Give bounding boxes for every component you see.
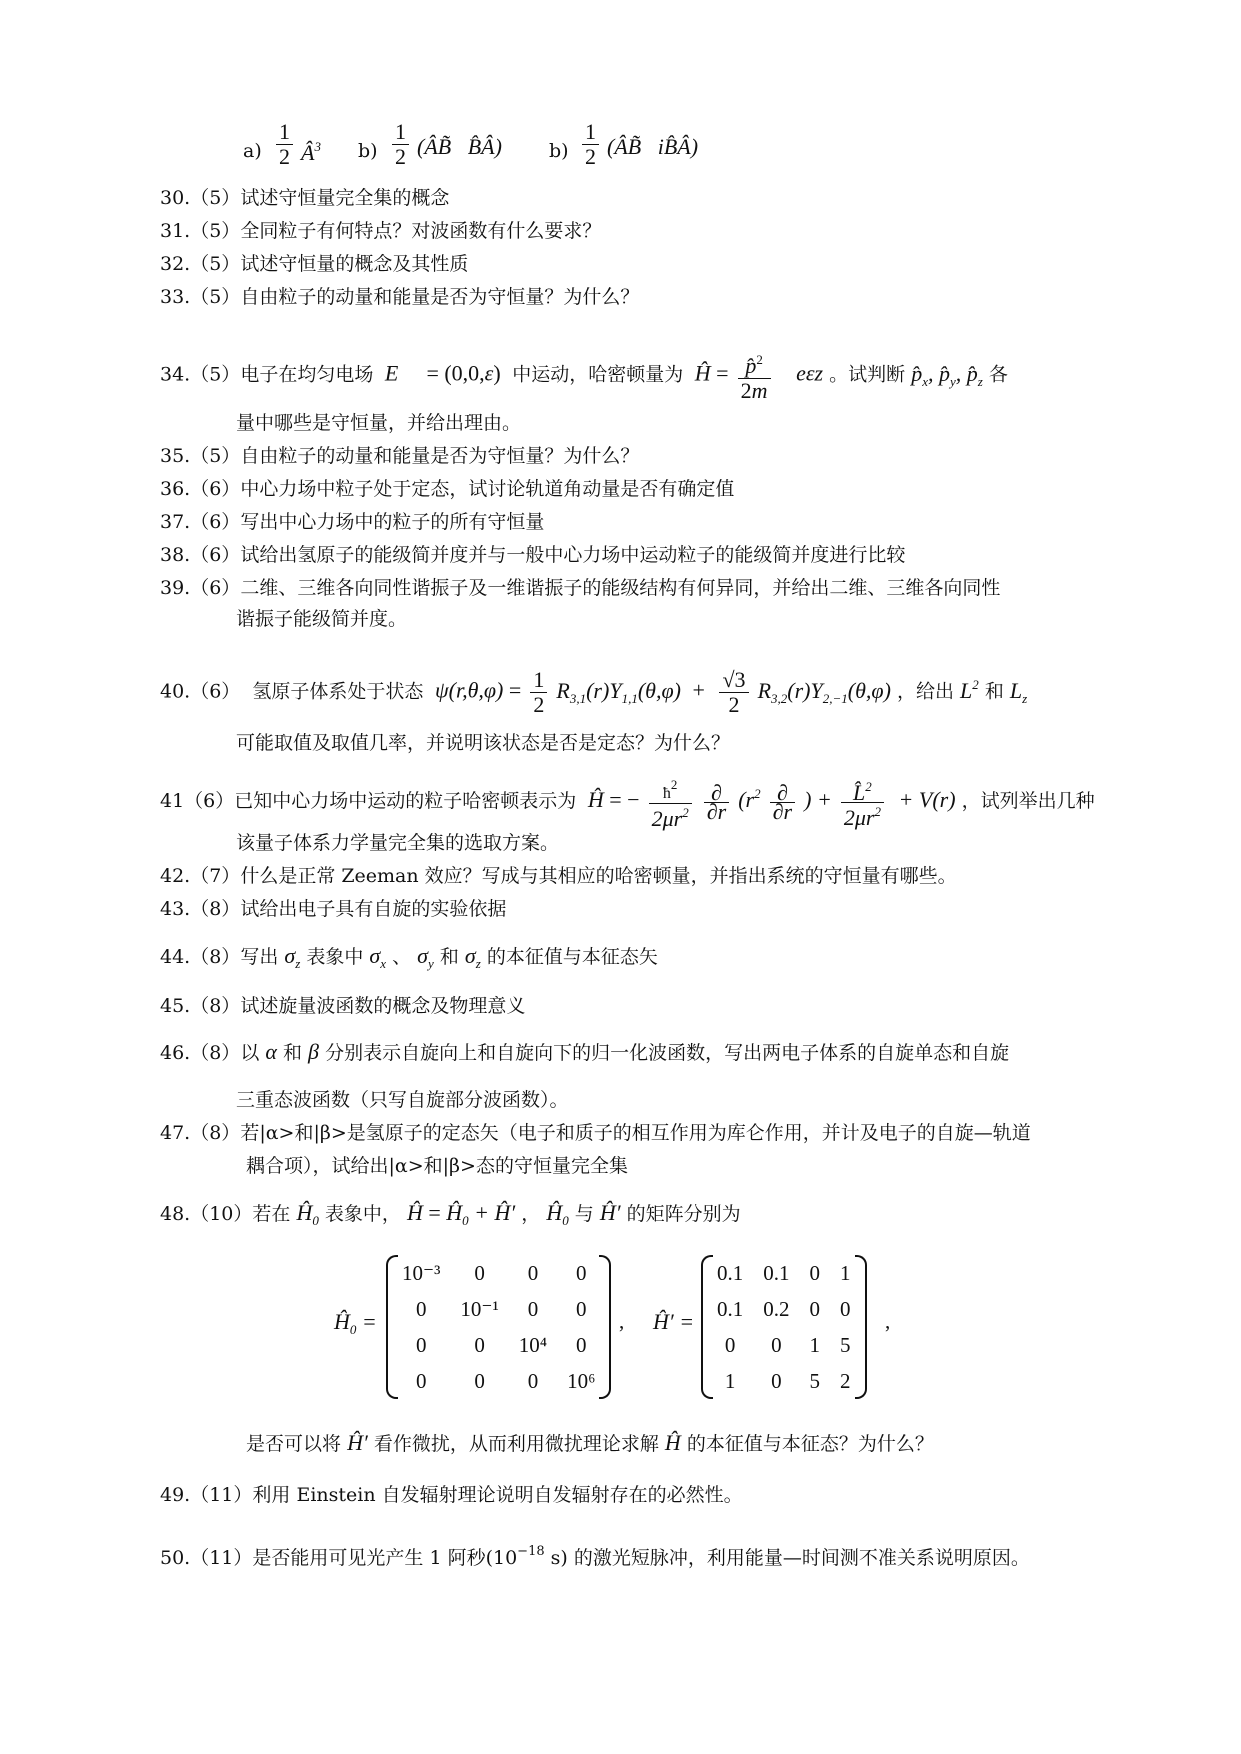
question-31: 31.（5）全同粒子有何特点？对波函数有什么要求？	[160, 220, 602, 242]
matrix-h0-cell: 0	[474, 1260, 485, 1285]
equation-41: Ĥ	[582, 787, 610, 812]
equation-34-fraction: $\frac{p̂^2}{2m}$	[738, 348, 771, 403]
question-47-cont: 耦合项），试给出|α>和|β>态的守恒量完全集	[246, 1155, 628, 1177]
matrix-h0-cell: 0	[415, 1296, 427, 1321]
matrix-hprime-cell: 0.1	[763, 1260, 790, 1285]
question-40: 40.（6） 氢原子体系处于状态 ψ(r,θ,φ) = $\frac{1}{2}$ $R_{3,1}(r)Y_{1,1}(\theta,\varphi)$ + $\frac{√3}{2}$ $R_{3,2}(r)Y_{2,-1}(\theta,\varphi)$ ，给出 $L^2$ 和 $L_z$	[160, 667, 1028, 717]
question-36: 36.（6）中心力场中粒子处于定态，试讨论轨道角动量是否有确定值	[160, 478, 735, 500]
question-46: 46.（8）以 α 和 β 分别表示自旋向上和自旋向下的归一化波函数，写出两电子体系的自旋单态和自旋	[160, 1039, 1010, 1064]
option-c-fraction: $\frac{1}{2}$	[582, 120, 599, 169]
matrix-hprime-cell: 5	[840, 1332, 851, 1357]
question-44: 44.（8）写出 $\sigma_z$ 表象中 $\sigma_x$ 、 $\sigma_y$ 和 $\sigma_z$ 的本征值与本征态矢	[160, 943, 658, 971]
matrix-h0-cell: 0	[527, 1260, 539, 1285]
question-34: 34.（5）电子在均匀电场 E⃗ = (0,0,ε) 中运动，哈密顿量为 Ĥ = $\frac{p̂^2}{2m}$ eεz 。试判断 $p̂_x$, $p̂_y$, $p̂_z$ 各	[160, 348, 1008, 403]
matrix-hprime-cell: 0	[771, 1332, 782, 1357]
matrix-hprime-cell: 0	[809, 1260, 820, 1285]
matrix-h0-cell: 10⁻¹	[460, 1296, 499, 1321]
matrix-hprime-cell: 0	[771, 1368, 782, 1393]
matrix-h0-cell: 0	[527, 1296, 539, 1321]
matrix-h0: $Ĥ_0$ = 10⁻³ 0 0 0 0 10⁻¹ 0 0 0 0 10⁴ 0 0 0 0 10⁶ ,	[334, 1255, 611, 1405]
question-48-cont: 是否可以将 Ĥ′ 看作微扰，从而利用微扰理论求解 Ĥ 的本征值与本征态？为什么？	[246, 1430, 934, 1455]
question-34-cont: 量中哪些是守恒量，并给出理由。	[236, 412, 522, 434]
option-a-fraction: $\frac{1}{2}$	[276, 120, 293, 169]
question-41: 41（6）已知中心力场中运动的粒子哈密顿表示为 Ĥ = − $\frac{ħ^2}{2\mu r^2}$ $\frac{\partial}{\partial r}$ ($r^2$ $\frac{\partial}{\partial r}$ ) + $\frac{L̂^2}{2\mu r^2}$ + V(r) ，试列举出几种	[160, 777, 1095, 831]
option-a-label: a)	[243, 140, 262, 162]
matrix-hprime-cell: 0	[724, 1332, 736, 1357]
question-30: 30.（5）试述守恒量完全集的概念	[160, 187, 450, 209]
equation-34a: E⃗	[379, 360, 421, 386]
question-48: 48.（10）若在 $Ĥ_0$ 表象中， Ĥ = $Ĥ_0$ + Ĥ′ ， $Ĥ_0$ 与 Ĥ′ 的矩阵分别为	[160, 1200, 741, 1228]
option-c-expr: (ÂB̃ iB̂Â)	[607, 134, 699, 159]
question-50: 50.（11）是否能用可见光产生 1 阿秒($10^{-18}$ s) 的激光短脉冲，利用能量—时间测不准关系说明原因。	[160, 1544, 1030, 1569]
matrix-hprime-cell: 1	[840, 1260, 851, 1285]
question-40-cont: 可能取值及取值几率，并说明该状态是否是定态？为什么？	[236, 732, 731, 754]
question-35: 35.（5）自由粒子的动量和能量是否为守恒量？为什么？	[160, 445, 640, 467]
equation-40: ψ(r,θ,φ)	[429, 677, 509, 703]
question-33: 33.（5）自由粒子的动量和能量是否为守恒量？为什么？	[160, 286, 640, 308]
question-49: 49.（11）利用 Einstein 自发辐射理论说明自发辐射存在的必然性。	[160, 1484, 743, 1506]
option-c-label: b)	[549, 140, 569, 162]
question-37: 37.（6）写出中心力场中的粒子的所有守恒量	[160, 511, 545, 533]
matrix-h0-cell: 0	[576, 1260, 587, 1285]
option-b-label: b)	[358, 140, 378, 162]
option-b-fraction: $\frac{1}{2}$	[392, 120, 409, 169]
matrix-h0-cell: 0	[474, 1368, 485, 1393]
matrix-hprime-cell: 1	[724, 1368, 736, 1393]
question-39: 39.（6）二维、三维各向同性谐振子及一维谐振子的能级结构有何异同，并给出二维、三维各向同性	[160, 577, 1001, 599]
matrix-hprime-cell: 5	[809, 1368, 820, 1393]
question-46-cont: 三重态波函数（只写自旋部分波函数）。	[236, 1089, 569, 1111]
matrix-h0-cell: 0	[576, 1332, 587, 1357]
matrix-h0-cell: 10⁴	[518, 1332, 548, 1357]
matrix-h0-cell: 0	[576, 1296, 587, 1321]
matrix-h0-cell: 0	[474, 1332, 485, 1357]
matrix-hprime-cell: 0	[840, 1296, 851, 1321]
question-32: 32.（5）试述守恒量的概念及其性质	[160, 253, 469, 275]
question-47: 47.（8）若|α>和|β>是氢原子的定态矢（电子和质子的相互作用为库仑作用，并计及电子的自旋—轨道	[160, 1122, 1031, 1144]
equation-34c: $p̂_x$, $p̂_y$, $p̂_z$	[911, 360, 983, 389]
matrix-hprime: Ĥ′ = 0.1 0.1 0 1 0.1 0.2 0 0 0 0 1 5 1 0 5 2 ,	[653, 1255, 867, 1405]
matrix-hprime-cell: 0.1	[717, 1260, 744, 1285]
question-39-cont: 谐振子能级简并度。	[236, 608, 408, 630]
matrix-hprime-cell: 0.1	[717, 1296, 744, 1321]
matrix-h0-cell: 10⁶	[567, 1368, 596, 1393]
matrix-h0-cell: 0	[415, 1332, 427, 1357]
matrix-h0-cell: 10⁻³	[402, 1260, 441, 1285]
option-a-expr: $Â^3$	[301, 139, 321, 165]
matrix-hprime-cell: 0	[809, 1296, 820, 1321]
equation-34b: Ĥ	[689, 360, 717, 386]
matrix-h0-cell: 0	[415, 1368, 427, 1393]
matrix-hprime-cell: 0.2	[763, 1296, 790, 1321]
option-b-expr: (ÂB̃ B̂Â)	[417, 134, 502, 159]
question-42: 42.（7）什么是正常 Zeeman 效应？写成与其相应的哈密顿量，并指出系统的守恒量有哪些。	[160, 865, 957, 887]
matrix-h0-cell: 0	[527, 1368, 539, 1393]
question-38: 38.（6）试给出氢原子的能级简并度并与一般中心力场中运动粒子的能级简并度进行比较	[160, 544, 906, 566]
question-45: 45.（8）试述旋量波函数的概念及物理意义	[160, 995, 526, 1017]
question-43: 43.（8）试给出电子具有自旋的实验依据	[160, 898, 507, 920]
matrix-hprime-cell: 2	[840, 1368, 851, 1393]
matrix-hprime-cell: 1	[809, 1332, 820, 1357]
question-41-cont: 该量子体系力学量完全集的选取方案。	[236, 832, 560, 854]
